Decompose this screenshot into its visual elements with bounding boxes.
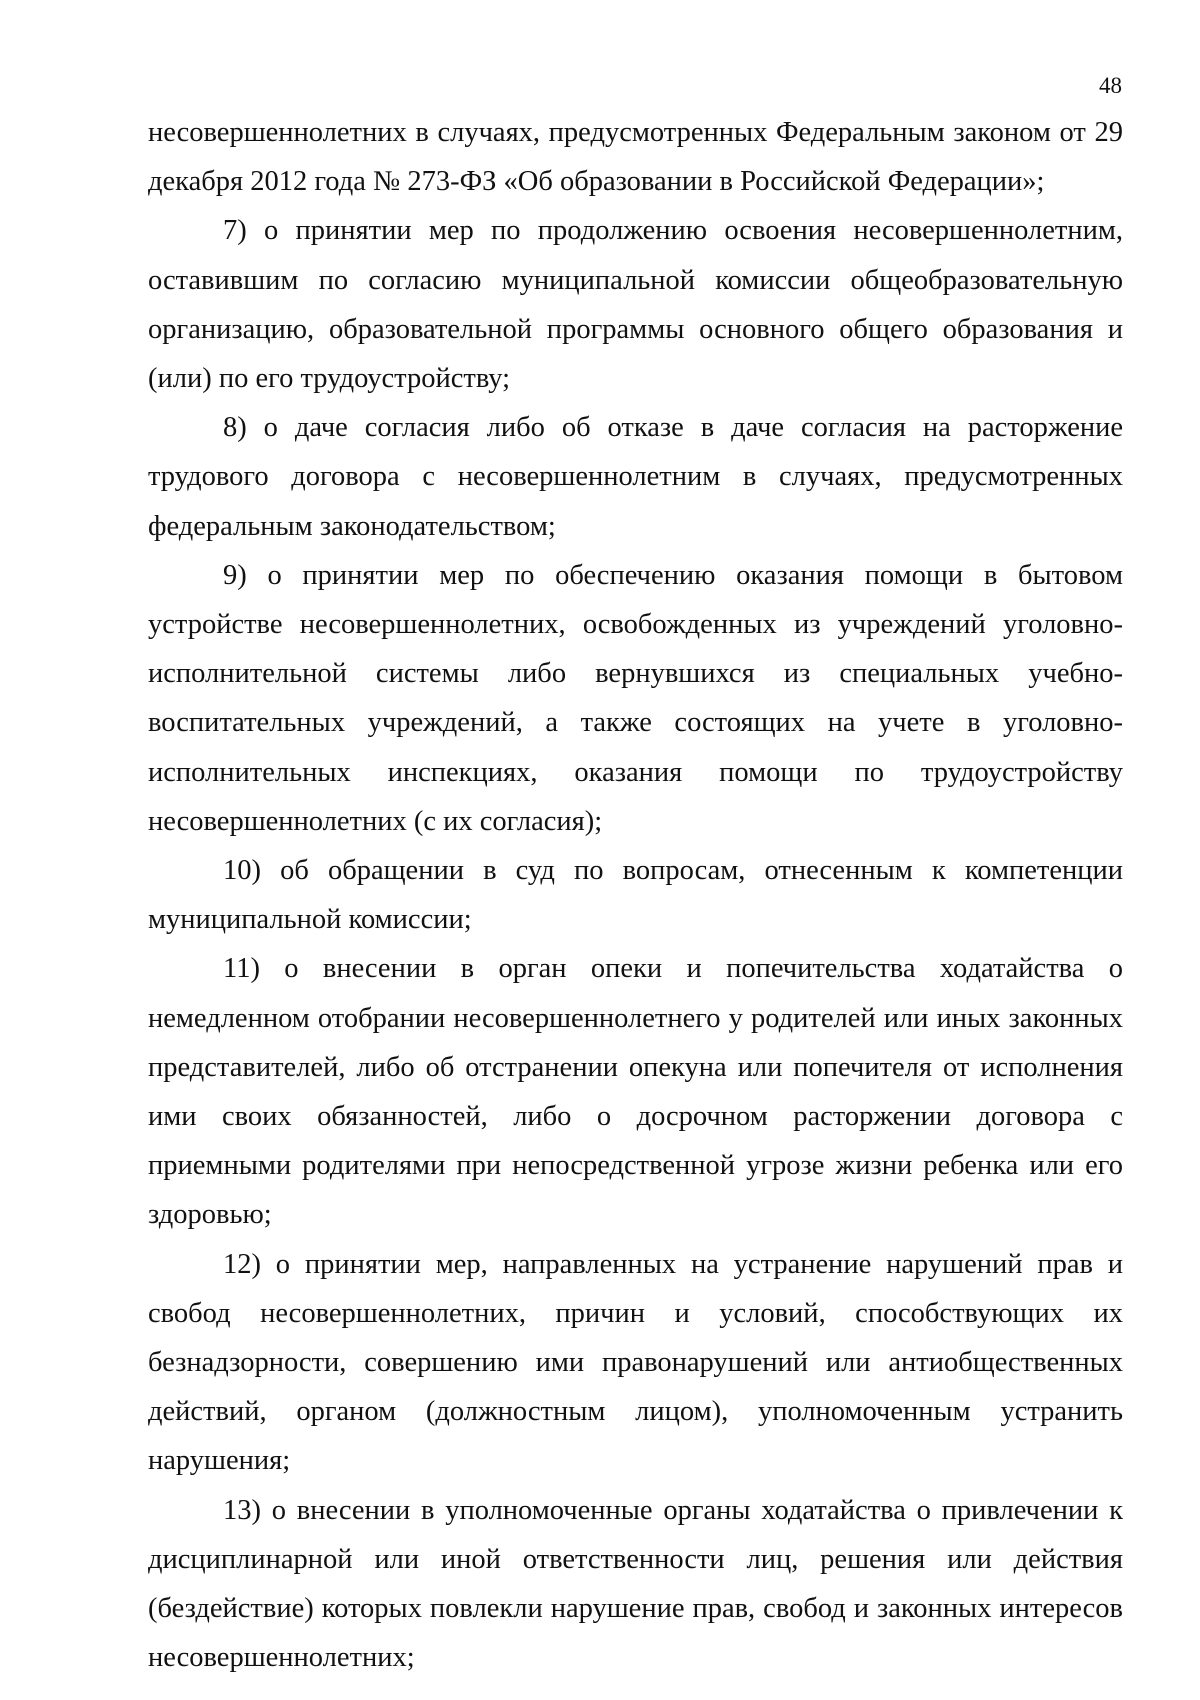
paragraph-continuation: несовершеннолетних в случаях, предусмотренных Федеральным законом от 29 декабря 2012 года № 273-ФЗ «Об образовании в Российской Федерации»; [148,117,1123,198]
document-body [148,108,1123,1683]
paragraph-item-12: 12) о принятии мер, направленных на устранение нарушений прав и свобод несовершеннолетних, причин и условий, способствующих их безнадзорности, совершению ими правонарушений или антиобщественных действий, органом (должностным лицом), уполномоченным устранить нарушения; [148,1248,1123,1477]
paragraph-item-13: 13) о внесении в уполномоченные органы ходатайства о привлечении к дисциплинарной или иной ответственности лиц, решения или действия (бездействие) которых повлекли нарушение прав, свобод и законных интересов несовершеннолетних; [148,1494,1123,1674]
paragraph-item-10: 10) об обращении в суд по вопросам, отнесенным к компетенции муниципальной комиссии; [148,855,1123,936]
paragraph-item-7: 7) о принятии мер по продолжению освоения несовершеннолетним, оставившим по согласию муниципальной комиссии общеобразовательную организацию, образовательной программы основного общего образования и (или) по его трудоустройству; [148,215,1123,395]
page-number: 48 [1099,73,1122,98]
paragraph-item-8: 8) о даче согласия либо об отказе в даче согласия на расторжение трудового договора с несовершеннолетним в случаях, предусмотренных федеральным законодательством; [148,412,1123,542]
paragraph-item-11: 11) о внесении в орган опеки и попечительства ходатайства о немедленном отобрании несовершеннолетнего у родителей или иных законных представителей, либо об отстранении опекуна или попечителя от исполнения ими своих обязанностей, либо о досрочном расторжении договора с приемными родителями при непосредственной угрозе жизни ребенка или его здоровью; [148,953,1123,1231]
paragraph-item-9: 9) о принятии мер по обеспечению оказания помощи в бытовом устройстве несовершеннолетних, освобожденных из учреждений уголовно-исполнительной системы либо вернувшихся из специальных учебно-воспитательных учреждений, а также состоящих на учете в уголовно-исполнительных инспекциях, оказания помощи по трудоустройству несовершеннолетних (с их согласия); [148,559,1123,837]
